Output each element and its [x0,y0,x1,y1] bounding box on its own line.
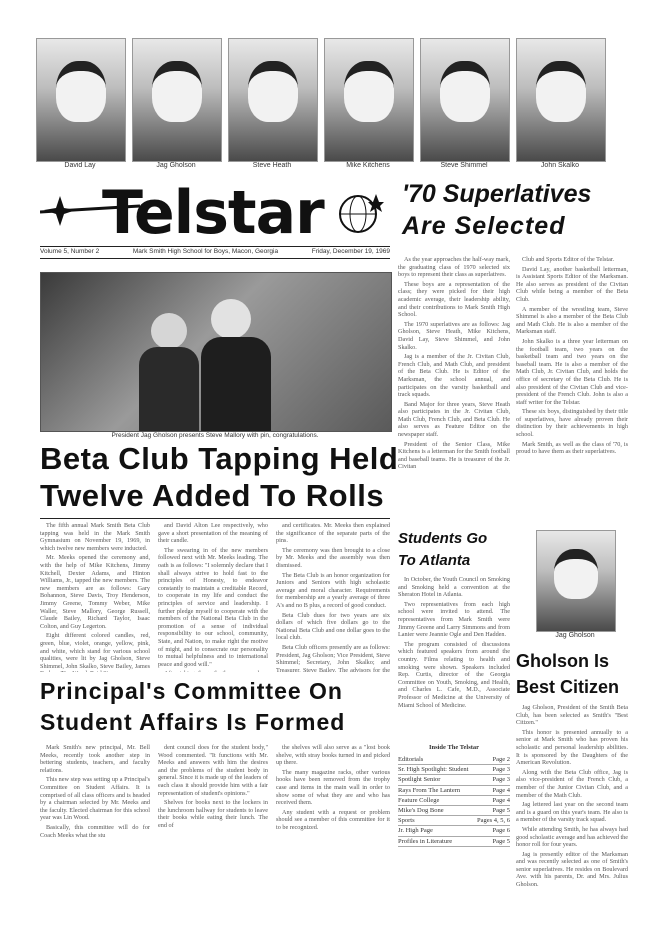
index-row[interactable] [398,796,510,806]
superlatives-article-col2 [516,256,628,524]
index-label: Spotlight Senior [398,776,441,784]
photo-figure [139,347,199,431]
principal-article-col2 [158,744,268,920]
telstar-logo: Telstar [102,178,324,248]
masthead-rule-bottom [40,258,390,259]
headline-line: To Atlanta [398,552,471,569]
volume-number: Volume 5, Number 2 [40,248,100,255]
paragraph: Shelves for books next to the lockers in the lunchroom hallway for students to leave their books while eating their lunch. The end of [158,799,268,829]
index-page: Page 4 [492,796,510,804]
portrait-photo [420,38,510,162]
paragraph: Basically, this committee will do for Coach Meeks what the stu [40,823,150,839]
beta-article-col3 [276,522,390,672]
gholson-photo-caption: Jag Gholson [555,632,595,639]
atlanta-article [398,576,510,744]
school-name: Mark Smith High School for Boys, Macon, Georgia [132,248,279,255]
paragraph: Along with the Beta Club office, Jag is also vice-president of the French Club, a member of the Junior Civitan Club, and a member of the Math Club. [516,768,628,799]
paragraph: David Lay, another basketball letterman, is Assistant Sports Editor of the Marksman. He also serves as president of the Civitan Club while being a member of the Beta Club. [516,265,628,303]
beta-photo [40,272,392,432]
beta-article-col1 [40,522,150,672]
paragraph: and certificates. Mr. Meeks then explained the significance of the separate parts of the pins. [276,522,390,545]
index-label: Sports [398,817,415,825]
photo-figure [151,313,187,349]
globe-icon [332,190,384,238]
headline-line: Principal's Committee On [40,678,343,704]
paragraph: These boys are a representation of the class; they were picked for their high academic average, their leadership ability, and their contributions to Mark Smith High School. [398,280,510,319]
headline-line: Twelve Added To Rolls [40,478,385,513]
paragraph: These six boys, distinguished by their title of superlatives, have already proven their distinction by their achievements in high school. [516,408,628,439]
beta-headline [40,440,399,514]
index-title: Inside The Telstar [428,744,480,751]
index-label: Profiles in Literature [398,837,453,845]
paragraph: Any student with a request or problem should see a member of this committee for it to be recognized. [276,808,390,831]
portrait-name: Mike Kitchens [346,162,390,169]
paragraph: Two representatives from each high school were invited to attend. The representatives from Mark Smith were Jimmy Greene and Larry Simmons and from Lanier were Jeannie Ogle and Den Hadden. [398,600,510,639]
headline-line: Are Selected [402,212,566,240]
index-label: Rays From The Lantern [398,786,461,794]
paragraph: Mark Smith, as well as the class of '70, is proud to have them as their superlatives. [516,440,628,456]
portrait-card [420,38,508,169]
headline-line: Student Affairs Is Formed [40,709,346,735]
index-page: Page 2 [492,756,510,763]
beta-photo-caption: President Jag Gholson presents Steve Mallory with pin, congratulations. [111,432,319,439]
paragraph: The ceremony was then brought to a close by Mr. Meeks and the assembly was then dismissed. [276,546,390,569]
paragraph: Mr. Meeks opened the ceremony and, with the help of Mike Kitchens, Jimmy Kitchell, Dexter Adams, and Hinton Williams, Jr., tapped the new members. The new members are as follows: Gary Bohannon, Steve Davis, Troy Henderson, Jimmy Greene, Tommy Weber, Mike Waller, Steve Mallory, George Russell, Claude Bailey, Richard Taylor, Isaac Colton, and Guy Legerton. [40,554,150,630]
index-row[interactable] [398,775,510,785]
index-page: Page 3 [492,766,510,774]
index-page: Pages 4, 5, 6 [476,817,510,825]
portrait-row [36,38,606,178]
portrait-name: Jag Gholson [156,162,196,169]
portrait-photo [132,38,222,162]
headline-line: Gholson Is [516,651,610,671]
gholson-photo [536,530,616,632]
portrait-name: John Skalko [540,162,580,169]
index-row[interactable] [398,826,510,836]
paragraph: The fifth annual Mark Smith Beta Club tapping was held in the Mark Smith Gymnasium on November 19, 1969, in which twelve new members were inducted. [40,522,150,552]
index-row[interactable] [398,806,510,816]
portrait-photo [324,38,414,162]
masthead-rule [40,246,390,247]
paragraph: While attending Smith, he has always had good scholastic average and has achieved the honor roll for four years. [516,825,628,849]
photo-figure [201,337,271,431]
paragraph: Beta Club officers presently are as follows: President, Jag Gholson; Vice President, Steve Shimmel; Secretary, John Skalko; and Treasurer, Steve Bailey. The advisors for the [276,643,390,672]
photo-figure [211,299,251,339]
paragraph: President of the Senior Class, Mike Kitchens is a letterman for the Smith football and baseball teams. He is treasurer of the Jr. Civitan [398,440,510,471]
paragraph: John Skalko is a three year letterman on the football team, two years on the basketball team and two years on the baseball team. He is also a member of the Math Club, Jr. Civitan Club, and holds the office of secretary of the Beta Club. He is also president of the Civitan Club and vice-president of the French Club. John is also a staff writer for the Telstar. [516,337,628,406]
headline-line: Beta Club Tapping Held [40,441,399,476]
portrait-photo [228,38,318,162]
index-row[interactable] [398,816,510,826]
paragraph: The 1970 superlatives are as follows: Jag Gholson, Steve Heath, Mike Kitchens, David Lay, Steve Shimmel, and John Skalko. [398,320,510,351]
index-row[interactable] [398,786,510,796]
superlatives-headline [402,178,642,242]
paragraph: Band Major for three years, Steve Heath also participates in the Jr. Civitan Club, Math Club, French Club, and Beta Club. He also serves as Feature Editor on the newspaper staff. [398,400,510,439]
index-page: Page 4 [492,786,510,794]
paragraph: This honor is presented annually to a senior at Mark Smith who has proven his scholastic and personal leadership abilities. It is sponsored by the Daughters of the American Revolution. [516,728,628,767]
portrait-photo [516,38,606,162]
portrait-name: Steve Shimmel [440,162,488,169]
paragraph: This new step was setting up a Principal's Committee on Student Affairs. It is comprised of all class officers and is headed by a chairman selected by Mr. Meeks and the faculty. Elected chairman for this school year was Lin Wood. [40,776,150,822]
index-page: Page 5 [492,837,510,845]
paragraph: Jag Gholson, President of the Smith Beta Club, has been selected as Smith's "Best Citizen." [516,704,628,727]
paragraph: Eight different colored candles, red, green, blue, violet, orange, yellow, pink, and white, which stand for various school qualities, were lit by Jag Gholson, Steve Shimmel, John Skalko, Steve Bailey, James [40,632,150,670]
gholson-headline [516,648,642,700]
principal-headline [40,676,390,738]
index-label: Jr. High Page [398,827,433,835]
paragraph: Beta Club dues for two years are six dollars of which five dollars go to the National Beta Club and one dollar goes to the local club. [276,611,390,642]
paragraph: Jag lettered last year on the second team and is a guard on this year's team. He also is a member of the varsity track squad. [516,801,628,824]
masthead [40,178,390,264]
paragraph: A member of the wrestling team, Steve Shimmel is also a member of the Beta Club and Math Club. He is also a member of the Marksman staff. [516,305,628,336]
paragraph: the shelves will also serve as a "lost book shelve, with stray books turned in and picked up there. [276,744,390,767]
paragraph: The swearing in of the new members followed next with Mr. Meeks leading. The oath is as follows: "I solemnly declare that I shall always strive to hold fast to the principles of Honesty, to endeavor constantly to maintain a creditable Record, to cooperate in my life and conduct the principles of service and leadership. I further pledge myself to cooperate with the members of the National Beta Club in the promotion of a sense of individual responsibility to our school, community, State, and Nation, to make right the motive of might, and to consecrate our personality to mutual helpfulness and to international peace and good will." [158,546,268,668]
index-label: Feature College [398,796,440,804]
portrait-card [516,38,604,169]
paragraph: Mark Smith's new principal, Mr. Bell Meeks, recently took another step in bettering students, teachers, and faculty relations. [40,744,150,774]
index-label: Sr. High Spotlight: Student [398,766,469,774]
paragraph: Jag is presently editor of the Marksman and was recently selected as one of Smith's senior superlatives. He resides on Boulevard Ave. with his parents, Dr. and Mrs. Julius Gholson. [516,850,628,889]
index-row[interactable] [398,755,510,765]
portrait-photo [36,38,126,162]
portrait-card [132,38,220,169]
paragraph: Jag is a member of the Jr. Civitan Club, French Club, and Math Club, and president of the Beta Club. He is Editor of the Marksman, the school annual, and participates on the varsity basketball and track squads. [398,353,510,399]
index-label: Editorials [398,756,424,763]
index-box [398,744,510,847]
index-row[interactable] [398,837,510,847]
atlanta-headline [398,528,510,572]
superlatives-article-col1 [398,256,510,524]
portrait-card [228,38,316,169]
masthead-info-bar [40,248,390,255]
portrait-card [324,38,412,169]
gholson-article [516,704,628,920]
paragraph: As the year approaches the half-way mark, the graduating class of 1970 selected six boys to represent their class as superlatives. [398,256,510,279]
paragraph: The program consisted of discussions which featured speakers from around the country. Films relating to health and smoking were shown. Speakers included Rep. Curtis, director of the Georgia Committee on Youth, Smoking, and Health, and Charles L. Cafe, M.D., Associate Professor of Medicine at the University of Miami School of Medicine. [398,640,510,709]
paragraph: The Beta Club is an honor organization for Juniors and Seniors with high scholastic average and moral character. Requirements for membership are a yearly average of three A's and no B plus, a record of good conduct. [276,571,390,609]
paragraph: dent council does for the student body," Wood commented. "It functions with Mr. Meeks and answers with him the desires and the problems of the student body in general. Since it is made up of the leaders of each class it should provide him with a fair representation of student's opinions." [158,744,268,797]
index-page: Page 5 [492,807,510,815]
issue-date: Friday, December 19, 1969 [311,248,390,255]
portrait-name: Steve Heath [252,162,292,169]
headline-line: Students Go [398,530,488,547]
portrait-card [36,38,124,169]
beta-article-col2 [158,522,268,672]
index-label: Mike's Dog Bone [398,807,444,815]
paragraph: and David Alton Lee respectively, who gave a short presentation of the meaning of their candle. [158,522,268,545]
portrait-name: David Lay [64,162,96,169]
paragraph: In October, the Youth Council on Smoking and Smoking held a convention at the Sheraton Hotel in Atlanta. [398,576,510,599]
principal-article-col3 [276,744,390,920]
principal-article-col1 [40,744,150,920]
index-page: Page 6 [492,827,510,835]
paragraph: The many magazine racks, other various hooks have been removed from the trophy case and items in the main wall in order to show some of what they are and who has received them. [276,768,390,807]
index-page: Page 3 [492,776,510,784]
headline-line: '70 Superlatives [402,180,592,208]
headline-line: Best Citizen [516,677,620,697]
paragraph: Club and Sports Editor of the Telstar. [522,256,615,263]
index-row[interactable] [398,765,510,775]
beta-rule [40,518,390,519]
paragraph [158,670,268,672]
